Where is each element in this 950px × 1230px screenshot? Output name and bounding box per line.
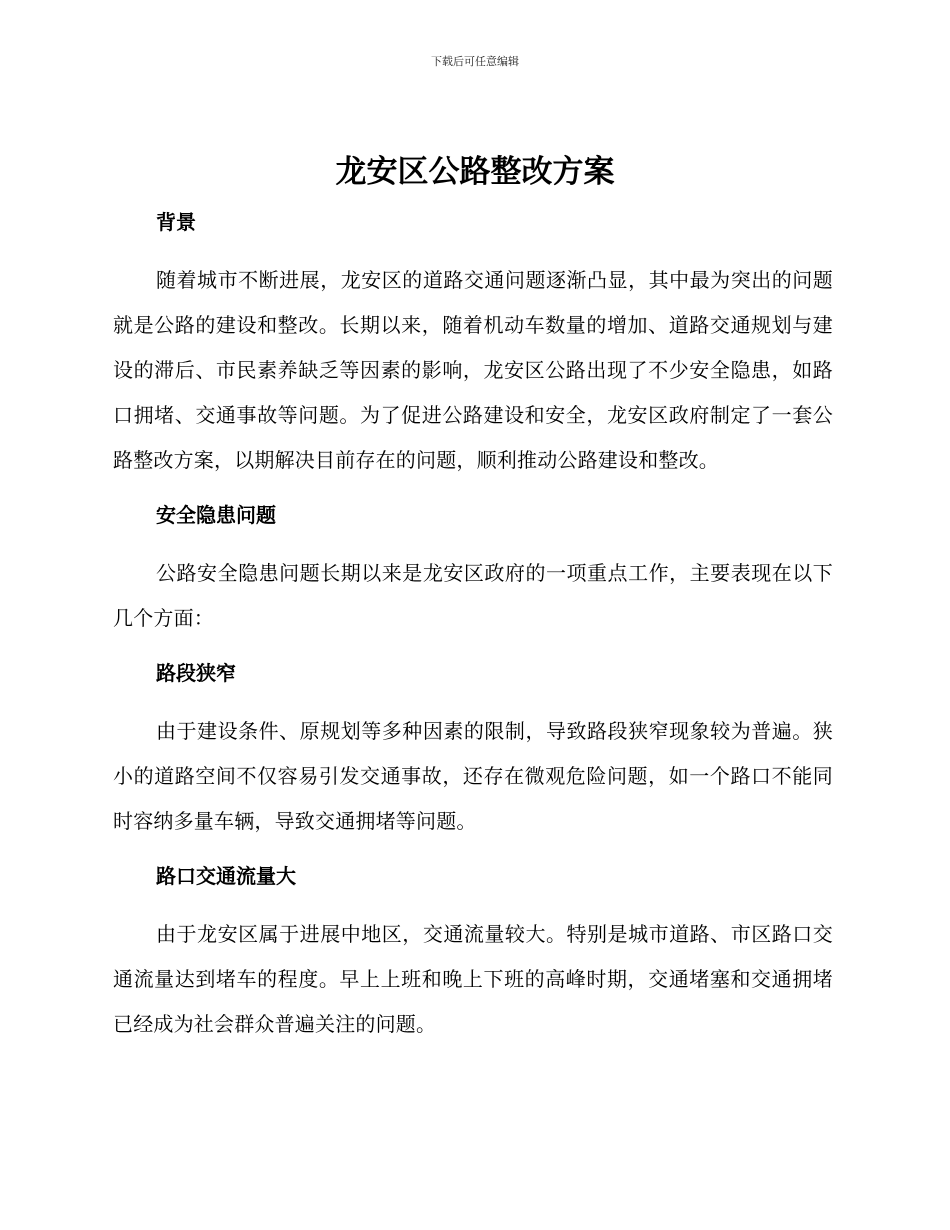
section-paragraph: 由于建设条件、原规划等多种因素的限制，导致路段狭窄现象较为普遍。狭小的道路空间不仅容易引发交通事故，还存在微观危险问题，如一个路口不能同时容纳多量车辆，导致交通拥堵等问题。	[113, 719, 833, 833]
section-heading: 路口交通流量大	[156, 864, 296, 888]
section-paragraph: 由于龙安区属于进展中地区，交通流量较大。特别是城市道路、市区路口交通流量达到堵车的程度。早上上班和晚上下班的高峰时期，交通堵塞和交通拥堵已经成为社会群众普遍关注的问题。	[113, 922, 833, 1036]
header-note: 下载后可任意编辑	[431, 55, 519, 68]
section-heading: 背景	[156, 210, 196, 234]
document-body	[113, 203, 833, 1064]
document-title: 龙安区公路整改方案	[335, 154, 615, 190]
section-heading: 路段狭窄	[156, 661, 236, 685]
section-paragraph: 随着城市不断进展，龙安区的道路交通问题逐渐凸显，其中最为突出的问题就是公路的建设和整改。长期以来，随着机动车数量的增加、道路交通规划与建设的滞后、市民素养缺乏等因素的影响，龙安区公路出现了不少安全隐患，如路口拥堵、交通事故等问题。为了促进公路建设和安全，龙安区政府制定了一套公路整改方案，以期解决目前存在的问题，顺利推动公路建设和整改。	[113, 268, 833, 472]
section-heavy-traffic	[113, 861, 833, 1047]
section-narrow-roads	[113, 658, 833, 844]
section-heading: 安全隐患问题	[156, 503, 276, 527]
section-paragraph: 公路安全隐患问题长期以来是龙安区政府的一项重点工作，主要表现在以下几个方面：	[113, 561, 833, 630]
section-background	[113, 207, 833, 483]
section-safety-hazards	[113, 500, 833, 641]
